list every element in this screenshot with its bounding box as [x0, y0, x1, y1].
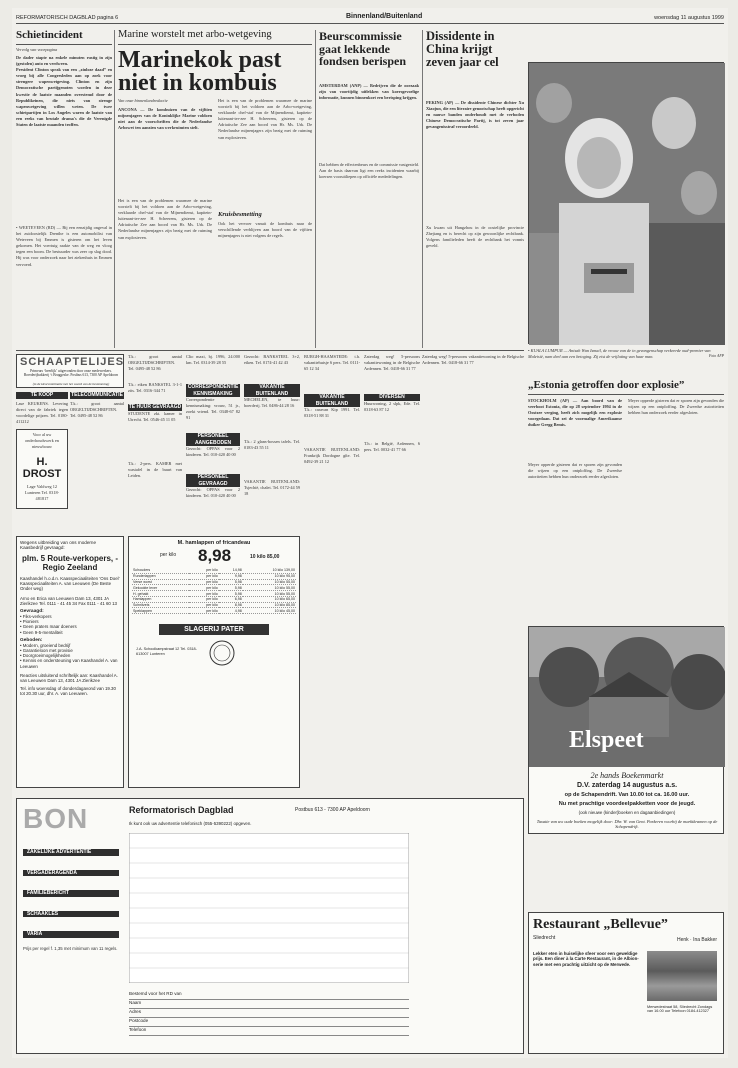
header-section: Binnenland/Buitenland	[346, 13, 423, 20]
classified-header: PERSONEEL GEVRAAGD	[186, 474, 240, 487]
price-cell: per kilo	[189, 585, 219, 591]
ad-kaas-gevraagd-item: • Fiks-verkopers	[20, 614, 52, 620]
bon-line: Ik kunt ook uw advertentie telefonisch (055-5390222) opgeven.	[129, 821, 252, 826]
bon-grid	[129, 833, 409, 983]
classified-item: MECHELEN, te huur: boerderij. Tel. 0486-44 28 16	[244, 397, 300, 409]
bon-logo: BON	[23, 803, 89, 834]
price-cell: H. gehakt	[132, 591, 189, 597]
classified-header: CORRESPONDENTIE KENNISMAKING	[187, 384, 239, 397]
article-subhead: Kruisbesmetting	[218, 211, 262, 218]
article-schietincident	[16, 30, 112, 345]
ad-banner	[16, 354, 124, 388]
photo-kuala-lumpur	[528, 62, 724, 344]
elspeet-date: D.V. zaterdag 14 augustus a.s.	[576, 782, 678, 789]
header-date: woensdag 11 augustus 1999	[654, 15, 724, 21]
price-cell: 10 kilo 139,00	[243, 568, 296, 573]
article-body: • WEETEVEEN (RD) — Bij een eenzijdig ongeval in het zuidoostelijk Drenthe is een automobilist van Weteveen bij Emmen is gisteren om het leven gekomen. Het voertuig raakte van de weg en vloog tegen een boom. De bestuurder was zeer op slag dood. Hij was voor onderzoek naar het ziekenhuis in Emmen vervoerd.	[16, 225, 112, 267]
classified-header: VAKANTIE BUITENLAND	[304, 394, 360, 407]
price-cell: per kilo	[189, 591, 219, 597]
article-estonia	[528, 380, 724, 530]
price-cell: 10 kilo 95,00	[243, 573, 296, 579]
classified-item: Gezocht: OPPAS voor 2 kinderen. Tel. 010-420 40 00	[186, 487, 240, 499]
bon-check-1[interactable]: VERGADERAGENDA	[23, 870, 119, 877]
price-cell: 5,98	[219, 591, 243, 597]
price-cell: 5,98	[219, 585, 243, 591]
ad-slager-per: per kilo	[160, 552, 177, 558]
classified-item: T.k.: 2-pers. KAMER met wastafel in de buurt van Leiden.	[128, 460, 182, 478]
bon-field-postcode[interactable]: Postcode	[129, 1018, 409, 1027]
ad-kaas-geboden-item: • Doorgroeimogelijkheden	[20, 653, 71, 659]
elspeet-photo	[529, 627, 725, 767]
classified-item: Gezocht: BANKSTEEL 3+2, eiken. Tel. 0174-41 42 43	[244, 354, 300, 366]
ad-drost-intro: Voor al uw onderhoudswerk en nieuwbouw	[25, 431, 59, 450]
article-beurscommissie	[319, 30, 419, 348]
bon-postbus: Postbus 613 - 7300 AP Apeldoorn	[295, 807, 370, 813]
price-cell: Verse worst	[132, 579, 189, 585]
classified-col-d	[244, 354, 300, 532]
bon-check-3[interactable]: SCHAAKLES	[23, 911, 119, 918]
price-cell: 10 kilo 55,00	[243, 585, 296, 591]
classified-header: PERSONEEL AANGEBODEN	[186, 433, 240, 446]
ad-kaas-geboden-item: • Modern, groeiend bedrijf	[20, 642, 71, 648]
article-lead: STOCKHOLM (AP) — Aan boord van de veerboot Estonia, die op 28 september 1994 in de Oostzee verging, heeft zich mogelijk een explosie voorgedaan. Dat zei de voormalige Amerikaanse duiker Gregg Bemis.	[528, 398, 622, 428]
ad-slager-brand: SLAGERIJ PATER	[159, 624, 269, 635]
newspaper-page	[12, 8, 728, 1058]
price-cell: 10 kilo 55,00	[243, 591, 296, 597]
price-row	[132, 608, 296, 614]
price-cell: 10 kilo 45,00	[243, 608, 296, 614]
elspeet-sub: 2e hands Boekenmarkt	[590, 771, 664, 780]
ad-kaas-gevraagd-item: • Pioniers	[20, 619, 39, 625]
article-title: Beurscommissie gaat lekkende fondsen berispen	[319, 29, 407, 68]
ad-slager-top: M. hamlappen of fricandeau	[177, 540, 251, 546]
ad-bon-form	[16, 798, 524, 1054]
article-body-cont: Meyer opperde gisteren dat er sporen zijn gevonden die wijzen op een ontploffing. De Zweedse autoriteiten hebben hun onderzoek eerder afgesloten.	[628, 398, 724, 416]
classified-item: STUDENTE zkt. kamer in Utrecht. Tel. 0546-45 11 05	[128, 410, 182, 422]
classified-item: VAKANTIE BUITENLAND: Frankrijk Dordogne gîte. Tel. 0492-39 21 12	[304, 447, 360, 465]
ad-restaurant	[528, 912, 724, 1054]
photo-crowd-image	[529, 63, 725, 345]
restaurant-name: Restaurant „Bellevue”	[533, 917, 668, 932]
ad-slager-price: 8,98	[198, 546, 232, 565]
page-header	[16, 12, 724, 24]
classified-item: Clio maxi, bj. 1996, 24.000 km. Tel. 0314-39 28 55	[186, 354, 240, 366]
price-cell: 6,98	[219, 596, 243, 602]
price-cell: 10 kilo 85,00	[243, 602, 296, 608]
restaurant-photo	[647, 951, 717, 1001]
bon-field-address[interactable]: Adres	[129, 1009, 409, 1018]
photo-credit: Foto AFP	[708, 353, 724, 358]
classified-item: Zaterdag weg! 5-persoons vakantiewoning in de Belgische Ardennen. Tel. 0418-66 31 77	[364, 354, 420, 372]
article-byline: Vervolg van voorpagina	[16, 47, 58, 52]
price-cell: Schnitzels	[132, 602, 189, 608]
bon-field-name[interactable]: Naam	[129, 1000, 409, 1009]
classified-col-f	[364, 354, 420, 532]
price-cell: 14,98	[219, 568, 243, 573]
ad-drost-name: H. DROST	[22, 456, 62, 481]
article-lead: PEKING (AP) — De dissidente Chinese dichter Xu Xiaojun, die een literaire genootschap heeft opgericht en nauwe banden onderhoudt met de verboden Chinese Democratische Partij, is tot zeven jaar gevangenisstraf veroordeeld.	[426, 100, 524, 130]
ad-kaas-intro: Wegens uitbreiding van ons moderne Kaasbedrijf gevraagd:	[20, 540, 97, 550]
ad-banner-brand: SCHAAPTELIJES	[20, 356, 125, 368]
restaurant-text: Lekker eten in huiselijke sfeer voor een geweldige prijs. Een diner à la Carte Restaurant, in de Albion-serie met een prachtig uitzicht op de Merwede.	[533, 951, 639, 967]
classified-header: DIVERSEN	[364, 394, 420, 401]
bon-check-2[interactable]: FAMILIEBERICHT	[23, 890, 119, 897]
elspeet-small: (ook nieuwe (kinder)boeken en dagaanbiedingen)	[578, 810, 676, 815]
ad-slager-price-small: 10 kilo 85,00	[250, 554, 280, 560]
article-lead: ANCONA — De kombuizen van de vijftien mijnenjagers van de Koninklijke Marine voldoen niet aan de voorschriften die de Nederlandse Arbowet ten aanzien van werkruimten stelt.	[118, 107, 212, 131]
elspeet-headline: Elspeet	[569, 727, 644, 753]
classified-header: TELECOMMUNICATIE	[71, 392, 123, 398]
ad-kaas-info: Tel. info woensdag of donderdagavond van 19.30 tot 20.30 uur, dhr. A. van Leeuwen.	[20, 686, 116, 697]
ad-kaas-geboden-item: • Garantieloon met provisie	[20, 648, 73, 654]
price-cell: 10 kilo 65,00	[243, 596, 296, 602]
article-title: Marinekok past niet in kombuis	[118, 47, 282, 96]
ad-banner-sub: (in de kleurcombinatie met het woord van de bestemming)	[32, 382, 110, 386]
article-marinekok	[118, 30, 312, 348]
classified-item: Lase KEUKENS. Levering direct van de fabriek tegen voordelige prijzen. Tel. 0180-411212	[16, 400, 68, 424]
bon-field-date[interactable]: Bestemd voor het RD van	[129, 991, 409, 1000]
restaurant-addr: Merwedestraat 58, Sliedrecht Zondags van 16.00 uur Telefoon 0184-412327	[647, 1005, 713, 1014]
photo-caption	[528, 348, 724, 374]
price-cell: per kilo	[189, 602, 219, 608]
classified-col-b-left	[70, 392, 124, 532]
classified-item: Gezocht: OPPAS voor 2 kinderen. Tel. 010-420 40 00	[186, 446, 240, 458]
article-body: Dat hebben de effectenbeurs en de commissie vastgesteld. Aan de basis daarvan ligt een reeks incidenten waarbij koersen vooruitliepen op officiële mededelingen.	[319, 162, 419, 180]
price-cell: Hamlappen	[132, 596, 189, 602]
classified-col-b	[128, 354, 182, 532]
bon-check-0[interactable]: ZAKELIJKE ADVERTENTIE	[23, 849, 119, 856]
price-cell: Schouders	[132, 568, 189, 573]
ad-kaashandel	[16, 536, 124, 788]
ad-kaas-gevraagd-label: Gevraagd:	[20, 609, 44, 615]
classified-item: VAKANTIE BUITENLAND: Tsjechië, chalet. Tel. 0172-44 59 18	[244, 479, 300, 497]
bon-field-phone[interactable]: Telefoon	[129, 1027, 409, 1036]
price-cell: per kilo	[189, 608, 219, 614]
bon-check-4[interactable]: VARIA	[23, 931, 119, 938]
article-body: Meyer opperde gisteren dat er sporen zijn gevonden die wijzen op een ontploffing. De Zweedse autoriteiten hebben hun onderzoek eerder afgesloten.	[528, 462, 622, 480]
classified-col-c	[186, 354, 240, 532]
ad-kaas-addr2: Arno en Erica van Leeuwen Dam 13, 4301 JA Zierikzee Tel. 0111 - 41 45 34 Fax 0111 - 41 60 13	[20, 595, 117, 606]
classified-item: T.k.: 2 glans-bossen tafels. Tel. 0183-43 55 11	[244, 439, 300, 451]
ad-kaas-gevraagd-item: • Geen praters maar doeners	[20, 624, 77, 630]
classified-item: Zaterdag weg! 5-persoons vakantiewoning in de Belgische Ardennen. Tel. 0418-66 31 77	[422, 354, 524, 366]
price-cell: per kilo	[189, 568, 219, 573]
article-body: Xu kwam uit Hangzhou in de oostelijke provincie Zhejiang en is berecht op zijn gewoonlijke rechtbank. Volgens familieleden heeft de rechtbank het vonnis geveld.	[426, 225, 524, 249]
ad-kaas-geboden-label: Geboden:	[20, 637, 43, 643]
article-title: „Estonia getroffen door explosie”	[528, 379, 685, 391]
classified-col-a	[16, 392, 68, 532]
elspeet-footer: Taxatie van uw oude boeken mogelijk door: Dhr. W. van Gent. Parkeren voorbij de marktkramen op de Schapendrift.	[536, 819, 718, 829]
ad-banner-text: Primeurs ‘heerlijk’ uitgevonden door onze medewerkers. Boerderijbakkerij ‘t Bruggeske. Postbus 613, 7300 AP Apeldoorn	[23, 369, 119, 378]
classified-item: T.k.: eiken BANKSTEL 3-1-1 zits. Tel. 0316-344 71	[128, 382, 182, 394]
price-cell: Runderlappen	[132, 573, 189, 579]
header-left: REFORMATORISCH DAGBLAD pagina 6	[16, 15, 119, 21]
ad-slagerij	[128, 536, 300, 788]
bon-grid-lines	[129, 833, 409, 983]
price-cell: 9,98	[219, 573, 243, 579]
restaurant-owner: Henk · Ina Bakker	[676, 937, 717, 943]
classified-col-e	[304, 354, 360, 532]
classified-col-g	[422, 354, 524, 794]
classified-item: Correspondentie kennismaking: vrouw, 51 jr., zoekt vriend. Tel. 0348-67 82 91	[186, 397, 240, 421]
bon-checklist	[23, 849, 119, 1002]
article-dissidente	[426, 30, 524, 348]
article-title: Dissidente in China krijgt zeven jaar cel	[426, 29, 499, 69]
article-title: Schietincident	[16, 29, 83, 41]
caption-text: • KUALA LUMPUR — Anisah Wan Ismail, de vrouw van de in gevangenschap verkeerde oud-premier van Maleisië, nam deel aan een betoging. Zij eist de vrijlating van haar man.	[528, 348, 711, 359]
price-table	[132, 568, 296, 614]
price-cell: per kilo	[189, 596, 219, 602]
article-lead: AMSTERDAM (ANP) — Bedrijven die de oorzaak zijn van voortijdig uitlekken van koersgevoelige informatie, kunnen binnenkort een berisping krijgen.	[319, 83, 419, 101]
classified-item: T.h.: in België, Ardennen, 6 pers. Tel. 0032-41 77 66	[364, 440, 420, 452]
ad-elspeet	[528, 626, 724, 834]
ad-slager-addr: J.A. Schoolkampstraat 12 Tel. 0318-613007 Lunteren	[136, 647, 197, 656]
price-cell: per kilo	[189, 573, 219, 579]
price-cell: 4,98	[219, 608, 243, 614]
restaurant-location: Sliedrecht	[533, 935, 556, 941]
keurslager-seal-icon	[208, 639, 236, 667]
ad-kaas-head: plm. 5 Route-verkopers, -Regio Zeeland	[21, 554, 119, 572]
classified-item: T.k.: groot aantal ORGELTIJDSCHRIFTEN. Tel. 0495-48 52 86	[70, 400, 124, 418]
price-cell: 8,98	[219, 602, 243, 608]
article-body: Het is een van de problemen waarmee de marine worstelt bij het voldoen aan de Arbo-wetgeving, verklaarde chef-staf van de Mijnendienst, kapitein-luitenant-ter-zee H. Scheerens, gisteren op de Adriatische Zee aan boord van Hr. Ms. Urk. De Nederlandse mijnenjagers zijn bezig met de ruiming van explosieven.	[118, 198, 212, 240]
ad-kaas-geboden-item: • Kennis en ondersteuning van Kaashandel A. van Leeuwen	[20, 658, 118, 669]
price-cell: Speklappen	[132, 608, 189, 614]
article-body2: Ook het vervoer vanuit de kombuis naar de verschillende verblijven aan boord van de vijftien mijnenjagers is niet volgens de regels.	[218, 221, 312, 239]
article-kicker: Marine worstelt met arbo-wetgeving	[118, 29, 272, 40]
price-cell: Gekookte lever	[132, 585, 189, 591]
bon-note: Prijs per regel f. 1,35 met minimum van 11 regels.	[23, 945, 118, 951]
article-byline: Van onze binnenlandredactie	[118, 98, 168, 103]
classified-item: T.k.: caravan Kip 1991. Tel. 0318-51 88 31	[304, 407, 360, 419]
ad-kaas-gevraagd-item: • Geen 9-5-mentaliteit	[20, 629, 63, 635]
classified-item: BURGH-HAAMSTEDE: t.h. vakantiehuisje 6 pers. Tel. 0111-65 12 34	[304, 354, 360, 372]
ad-drost	[16, 429, 68, 509]
classified-header: TE KOOP	[16, 392, 68, 399]
article-lead: De dader stapte na enkele minuten rustig in zijn (gestolen) auto en verdween. President Clinton sprak van een „zinloze daad” en vroeg bij alle Congresleden aan op zoek voor strengere wapenwetgeving. Clinton en zijn Democratische partijgenoten worden in deze kwestie de laatste maanden overstemd door de Republikeinen, die niets van strenge wapenwetgeving willen weten. De twee schietpartijen in Los Angeles waren de laatste van een reeks van brutale drama's die de Verenigde Staten de laatste maanden troffen.	[16, 55, 112, 128]
elspeet-place: op de Schapendrift. Van 10.00 tot ca. 16.00 uur.	[564, 792, 690, 798]
bon-fields	[129, 991, 409, 1036]
elspeet-line3: Nu met prachtige voordeelpakketten voor de jeugd.	[558, 801, 696, 807]
ad-kaas-reply: Reacties uitsluitend schriftelijk aan: Kaashandel A. van Leeuwen Dam 13, 4301 JA Zierikzee	[20, 672, 118, 684]
classified-header: VAKANTIE BUITENLAND	[244, 384, 300, 397]
price-cell: 5,98	[219, 579, 243, 585]
ad-kaas-addr: Kaashandel h.o.d.n. Kaasspeciaaliteiten ‘Ons Doel’ Kaasspeciaaliteiten A. van Leeuwen (De Beste Onder weg)	[20, 576, 120, 592]
price-cell: per kilo	[189, 579, 219, 585]
classified-item: Huurwoning, 2 slpk, Ede. Tel. 0318-63 87 12	[364, 400, 420, 412]
ad-drost-address: Lage Valdweg 12 Lunteren Tel. 0318-481817	[24, 484, 60, 502]
price-cell: 10 kilo 55,00	[243, 579, 296, 585]
classified-item: T.k.: groot aantal ORGELTIJDSCHRIFTEN. Tel. 0495-48 52 86	[128, 354, 182, 372]
article-body-cont: Het is een van de problemen waarmee de marine worstelt bij het voldoen aan de Arbo-wetgeving, verklaarde chef-staf van de Mijnendienst, kapitein-luitenant-ter-zee H. Scheerens, gisteren op de Adriatische Zee aan boord van Hr. Ms. Urk. De Nederlandse mijnenjagers zijn bezig met de ruiming van explosieven.	[218, 98, 312, 140]
bon-title: Reformatorisch Dagblad	[129, 805, 234, 815]
classified-header: TE HUUR GEVRAAGD	[128, 404, 182, 410]
